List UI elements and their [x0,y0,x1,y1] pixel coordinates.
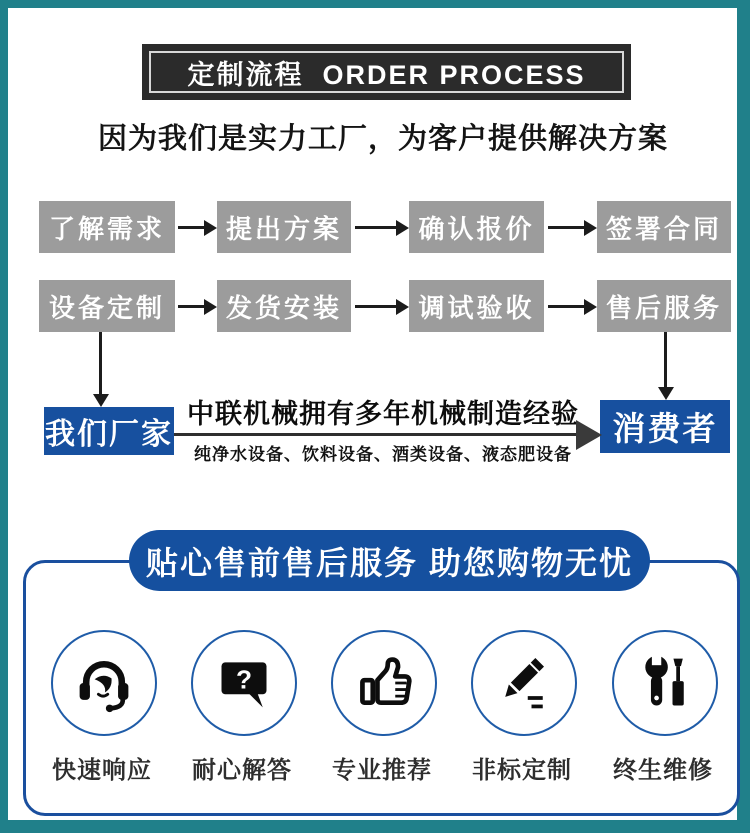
feature-circle-custom-design [471,630,577,736]
product-list-text: 纯净水设备、饮料设备、酒类设备、液态肥设备 [194,445,572,464]
feature-circle-fast-response [51,630,157,736]
arrow-right-icon [548,305,584,308]
pencil-icon [494,653,554,713]
flow-step-equipment-custom: 设备定制 [39,280,175,332]
flow-step-confirm-quote: 确认报价 [409,201,544,253]
headset-icon [74,653,134,713]
flow-step-understand-needs: 了解需求 [39,201,175,253]
flow-step-propose-plan: 提出方案 [217,201,351,253]
flow-step-ship-install: 发货安装 [217,280,351,332]
feature-label: 非标定制 [472,757,572,784]
arrow-right-icon [355,305,396,308]
feature-circle-lifetime-repair [612,630,718,736]
tools-icon [635,653,695,713]
feature-circle-pro-recommend [331,630,437,736]
slogan-text: 中联机械拥有多年机械制造经验 [187,399,579,429]
feature-label: 专业推荐 [332,757,432,784]
arrow-right-large-icon [174,433,576,436]
svg-text:?: ? [235,664,253,695]
feature-label: 快速响应 [52,757,152,784]
flow-step-test-accept: 调试验收 [409,280,544,332]
flow-step-after-sales: 售后服务 [597,280,731,332]
feature-label: 耐心解答 [192,757,292,784]
question-bubble-icon [214,653,274,713]
headline-text: 因为我们是实力工厂，为客户提供解决方案 [97,123,668,155]
arrow-down-icon [99,332,102,394]
arrow-down-icon [664,332,667,387]
content-area [8,8,737,820]
flow-step-sign-contract: 签署合同 [597,201,731,253]
arrow-right-icon [548,226,584,229]
section-title: 定制流程 ORDER PROCESS [187,59,586,90]
arrow-right-icon [178,305,204,308]
section-title-banner [142,44,631,100]
consumer-box: 消费者 [600,400,730,453]
service-title-pill: 贴心售前售后服务 助您购物无忧 [129,530,650,591]
factory-box: 我们厂家 [44,407,174,455]
thumbs-up-icon [354,653,414,713]
feature-label: 终生维修 [613,757,713,784]
feature-circle-patient-answer [191,630,297,736]
arrow-right-icon [178,226,204,229]
arrow-right-icon [355,226,396,229]
